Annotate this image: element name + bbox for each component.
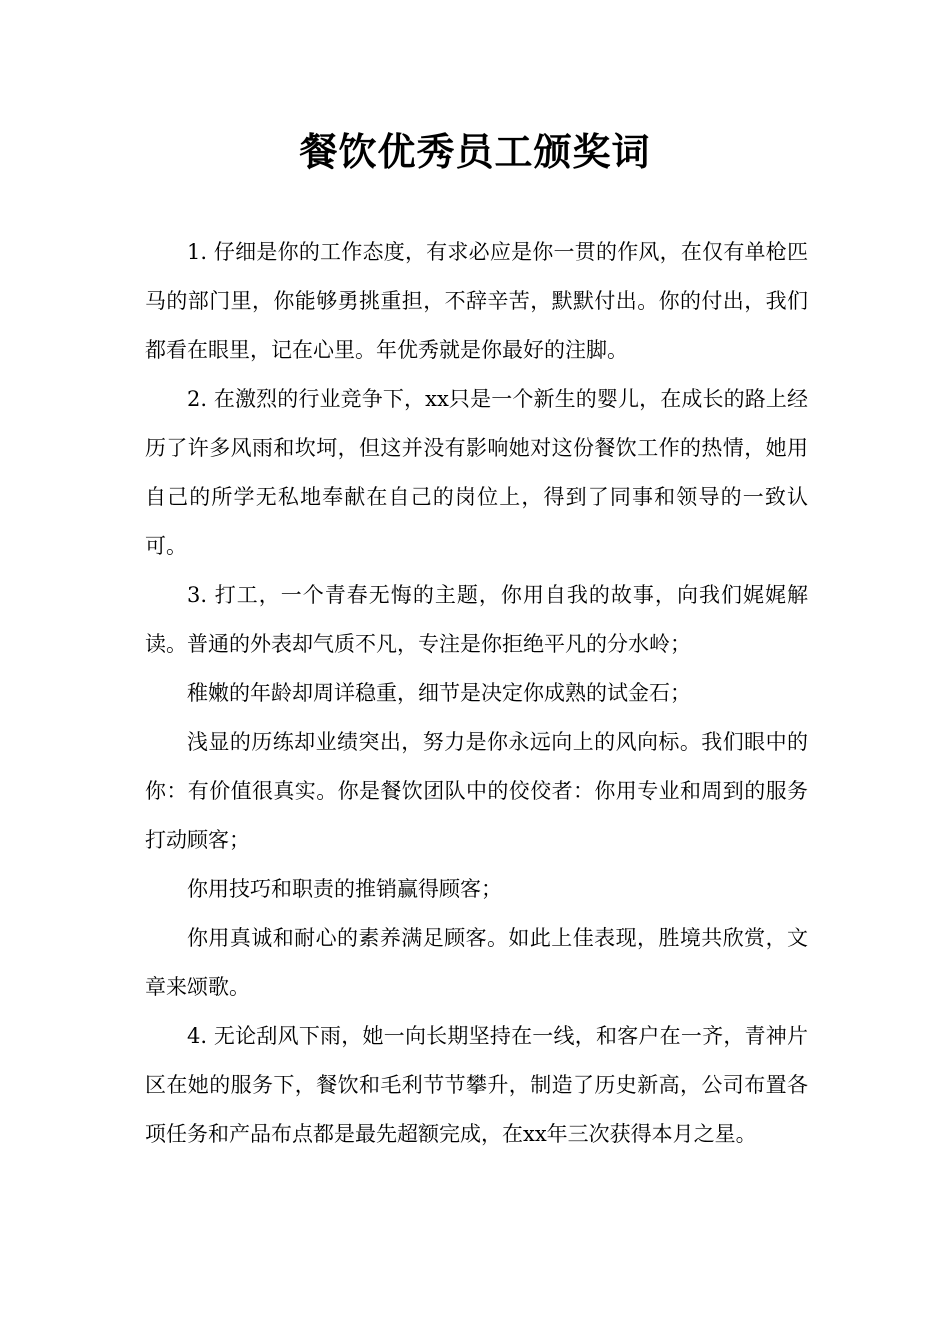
paragraph: 1. 仔细是你的工作态度，有求必应是你一贯的作风，在仅有单枪匹马的部门里，你能够勇挑重担，不辞辛苦，默默付出。你的付出，我们都看在眼里，记在心里。年优秀就是你最好的注脚。 <box>145 240 808 362</box>
paragraph: 你用真诚和耐心的素养满足顾客。如此上佳表现，胜境共欣赏，文章来颂歌。 <box>145 926 808 999</box>
paragraph: 2. 在激烈的行业竞争下，xx只是一个新生的婴儿，在成长的路上经历了许多风雨和坎坷，但这并没有影响她对这份餐饮工作的热情，她用自己的所学无私地奉献在自己的岗位上，得到了同事和领导的一致认可。 <box>145 387 808 558</box>
paragraph: 你用技巧和职责的推销赢得顾客； <box>187 877 502 901</box>
paragraph: 稚嫩的年龄却周详稳重，细节是决定你成熟的试金石； <box>187 681 691 705</box>
paragraph: 3. 打工，一个青春无悔的主题，你用自我的故事，向我们娓娓解读。普通的外表却气质不凡，专注是你拒绝平凡的分水岭； <box>145 583 808 656</box>
page-title: 餐饮优秀员工颁奖词 <box>299 130 651 174</box>
paragraph: 浅显的历练却业绩突出，努力是你永远向上的风向标。我们眼中的你：有价值很真实。你是餐饮团队中的佼佼者：你用专业和周到的服务打动顾客； <box>145 730 808 852</box>
document-body <box>145 228 808 1159</box>
paragraph: 4. 无论刮风下雨，她一向长期坚持在一线，和客户在一齐，青神片区在她的服务下，餐饮和毛利节节攀升，制造了历史新高，公司布置各项任务和产品布点都是最先超额完成，在xx年三次获得本月之星。 <box>145 1024 808 1146</box>
